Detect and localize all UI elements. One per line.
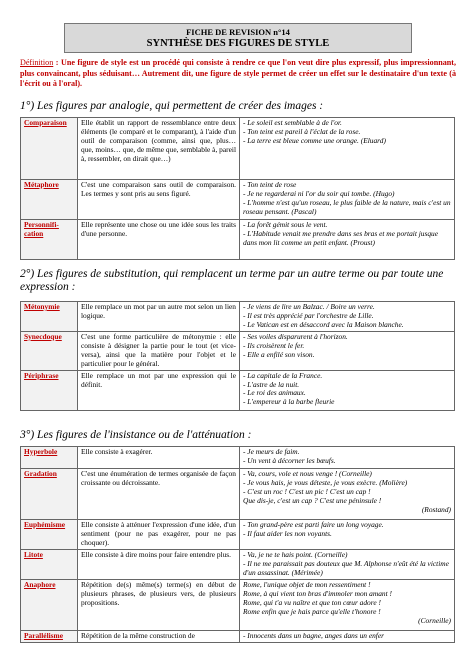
definition-label: Définition: [20, 58, 54, 67]
definition: [20, 58, 456, 90]
example-cell: - Ton teint de rose - Je ne regarderai ni l'or du soir qui tombe. (Hugo) - L'homme n'est qu'un roseau, le plus faible de la nature, mais c'est un roseau pensant. (Pascal): [240, 180, 455, 220]
table-row: [21, 332, 455, 371]
sheet-number: FICHE DE REVISION n°14: [186, 27, 290, 37]
term-cell: Périphrase: [21, 370, 78, 410]
section-3-title: 3°) Les figures de l'insistance ou de l'atténuation :: [20, 429, 252, 441]
term-cell: Synecdoque: [21, 332, 78, 371]
example-cell: - Le soleil est semblable à de l'or. - Ton teint est pareil à l'éclat de la rose. - La terre est bleue comme une orange. (Eluard): [240, 118, 455, 180]
table-insistence: [20, 446, 455, 643]
table-row: [21, 580, 455, 631]
section-2-title: 2°) Les figures de substitution, qui remplacent un terme par un autre terme ou par toute une expression :: [20, 268, 444, 293]
term-cell: Anaphore: [21, 580, 78, 631]
table-substitution: [20, 301, 455, 411]
table-row: [21, 550, 455, 580]
example-cell: - La capitale de la France. - L'astre de la nuit. - Le roi des animaux. - L'empereur à la barbe fleurie: [240, 370, 455, 410]
term-cell: Parallélisme: [21, 631, 78, 643]
term-cell: Litote: [21, 550, 78, 580]
table-row: [21, 180, 455, 220]
example-cell: - Je meurs de faim. - Un vent à décorner les bœufs.: [240, 447, 455, 469]
example-cell: - Ses voiles disparurent à l'horizon. - Ils croisèrent le fer. - Elle a enfilé son vison.: [240, 332, 455, 371]
example-cell: - La forêt gémit sous le vent. - L'Habitude venait me prendre dans ses bras et me portait jusque dans mon lit comme un petit enfant. (Proust): [240, 220, 455, 260]
example-cell: - Innocents dans un bagne, anges dans un enfer: [240, 631, 455, 643]
definition-text: : Une figure de style est un procédé qui consiste à rendre ce que l'on veut dire plus expressif, plus impressionnant, plus convaincant, plus séduisant… Autrement dit, une figure de style permet de créer un effet sur le destinataire d'un texte (à l'écrit ou à l'oral).: [20, 58, 456, 89]
desc-cell: C'est une énumération de termes organisée de façon croissante ou décroissante.: [78, 469, 240, 520]
term-cell: Comparaison: [21, 118, 78, 180]
desc-cell: C'est une forme particulière de métonymie : elle consiste à désigner la partie pour le tout (et vice-versa), ainsi que la matière pour l'objet et le particulier pour le général.: [78, 332, 240, 371]
term-cell: Hyperbole: [21, 447, 78, 469]
example-cell: - Va, je ne te hais point. (Corneille) - Il ne me paraissait pas douteux que M. Alphonse n'eût été la victime d'un assassinat. (Mérimée): [240, 550, 455, 580]
desc-cell: C'est une comparaison sans outil de comparaison. Les termes y sont pris au sens figuré.: [78, 180, 240, 220]
desc-cell: Répétition de la même construction de: [78, 631, 240, 643]
term-cell: Métonymie: [21, 302, 78, 332]
table-row: [21, 220, 455, 260]
table-row: [21, 118, 455, 180]
table-analogy: [20, 117, 455, 260]
section-1-title: 1°) Les figures par analogie, qui permettent de créer des images :: [20, 100, 324, 112]
term-cell: Métaphore: [21, 180, 78, 220]
desc-cell: Elle remplace un mot par un autre mot selon un lien logique.: [78, 302, 240, 332]
term-cell: Gradation: [21, 469, 78, 520]
desc-cell: Elle établit un rapport de ressemblance entre deux éléments (le comparé et le comparant), à l'aide d'un outil de comparaison (comme, ainsi que, plus… que, moins… que, de même que, semblable à, pareil à, ressembler, on dirait que…): [78, 118, 240, 180]
desc-cell: Elle consiste à exagérer.: [78, 447, 240, 469]
title-box: [64, 23, 412, 53]
term-cell: Personnifi-cation: [21, 220, 78, 260]
desc-cell: Elle consiste à dire moins pour faire entendre plus.: [78, 550, 240, 580]
desc-cell: Elle remplace un mot par une expression qui le définit.: [78, 370, 240, 410]
table-row: [21, 631, 455, 643]
table-row: [21, 370, 455, 410]
desc-cell: Elle représente une chose ou une idée sous les traits d'une personne.: [78, 220, 240, 260]
example-cell: - Je viens de lire un Balzac. / Boire un verre. - Il est très apprécié par l'orchestre de Lille. - Le Vatican est en désaccord avec la Maison blanche.: [240, 302, 455, 332]
term-cell: Euphémisme: [21, 520, 78, 550]
table-row: [21, 302, 455, 332]
example-cell: - Va, cours, vole et nous venge ! (Corneille) - Je vous hais, je vous déteste, je vous exècre. (Molière) - C'est un roc ! C'est un pic ! C'est un cap ! Que dis-je, c'est un cap ? C'est une péninsule ! (Rostand): [240, 469, 455, 520]
example-cell: - Ton grand-père est parti faire un long voyage. - Il faut aider les non voyants.: [240, 520, 455, 550]
table-row: [21, 447, 455, 469]
desc-cell: Répétition de(s) même(s) terme(s) en début de plusieurs phrases, de plusieurs vers, de plusieurs propositions.: [78, 580, 240, 631]
desc-cell: Elle consiste à atténuer l'expression d'une idée, d'un sentiment (pour ne pas exagérer, pour ne pas choquer).: [78, 520, 240, 550]
table-row: [21, 520, 455, 550]
sheet-title: SYNTHÈSE DES FIGURES DE STYLE: [146, 38, 330, 49]
table-row: [21, 469, 455, 520]
example-cell: Rome, l'unique objet de mon ressentiment ! Rome, à qui vient ton bras d'immoler mon amant ! Rome, qui t'a vu naître et que ton cœur adore ! Rome enfin que je hais parce qu'elle t'honore ! (Corneille): [240, 580, 455, 631]
